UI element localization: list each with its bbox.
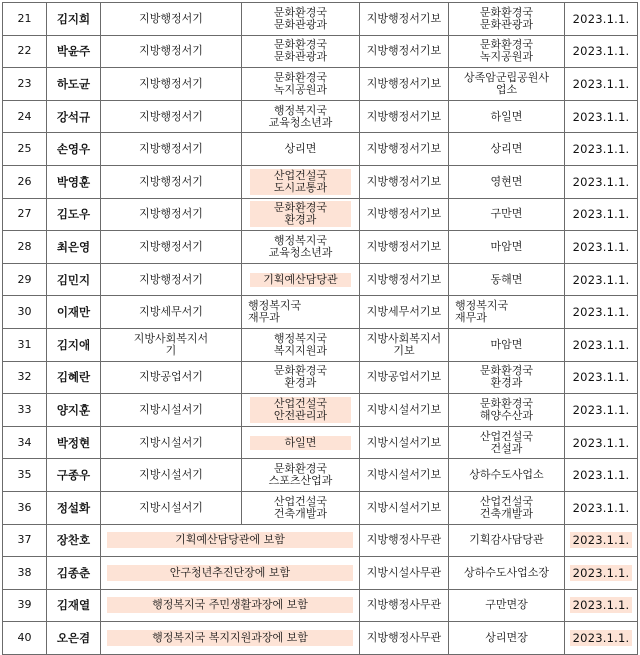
current-grade [101,100,242,133]
table-row [3,100,638,133]
effective-date: 2023.1.1. [565,459,638,492]
new-post-text: 마암면 [490,239,523,253]
current-post [242,394,360,427]
current-grade-text: 지방행정서기 [139,272,203,286]
current-post [242,361,360,394]
current-grade-text: 지방행정서기 [139,11,203,25]
current-post [242,296,360,329]
current-post [242,231,360,264]
current-grade [101,263,242,296]
person-name [47,589,101,622]
new-grade [360,394,449,427]
new-post-text: 상하수도사업소장 [463,565,549,579]
person-name-text: 김혜란 [56,370,91,385]
current-post-text: 하일면 [250,436,351,450]
table-row [3,557,638,590]
person-name [47,198,101,231]
current-grade-text: 지방공업서기 [139,370,203,384]
effective-date [565,524,638,557]
current-grade [101,328,242,361]
current-post [242,459,360,492]
row-number: 30 [3,296,47,329]
effective-date-text: 2023.1.1. [570,532,633,548]
person-name-text: 김민지 [56,272,91,287]
current-post-text: 문화환경국 환경과 [273,364,328,390]
person-name-text: 김종춘 [56,565,91,580]
new-post-text: 산업건설국 건축개발과 [479,494,534,520]
assignment-note-text: 행정복지국 주민생활과장에 보함 [107,597,353,613]
current-grade [101,296,242,329]
new-grade-text: 지방행정서기보 [366,239,442,253]
current-post [242,35,360,68]
table-row [3,133,638,166]
current-post [242,328,360,361]
new-post [449,557,565,590]
row-number: 25 [3,133,47,166]
table-row [3,622,638,655]
new-grade [360,491,449,524]
person-name-text: 장찬호 [56,533,91,548]
new-post-text: 구만면장 [485,598,528,612]
row-number: 26 [3,165,47,198]
person-name-text: 이재만 [56,305,91,320]
person-name-text: 양지훈 [56,402,91,417]
new-post-text: 구만면 [490,207,523,221]
new-post [449,231,565,264]
table-row [3,35,638,68]
table-row [3,361,638,394]
new-grade-text: 지방행정서기보 [366,207,442,221]
roster-body [3,3,638,655]
current-grade [101,361,242,394]
person-name [47,524,101,557]
effective-date: 2023.1.1. [565,296,638,329]
new-grade [360,426,449,459]
new-grade [360,133,449,166]
person-name [47,165,101,198]
new-grade-text: 지방행정사무관 [366,631,442,645]
current-post-text: 산업건설국 도시교통과 [250,169,351,195]
new-grade-text: 지방시설서기보 [366,500,442,514]
row-number: 32 [3,361,47,394]
person-name-text: 김지희 [56,11,91,26]
personnel-roster-table [2,2,638,655]
new-post [449,198,565,231]
current-post-text: 문화환경국 문화관광과 [273,38,328,64]
current-grade [101,133,242,166]
person-name [47,100,101,133]
table-row [3,198,638,231]
current-grade-text: 지방시설서기 [139,500,203,514]
new-grade-text: 지방시설서기보 [366,435,442,449]
current-grade-text: 지방행정서기 [139,76,203,90]
new-grade-text: 지방세무서기보 [366,305,442,319]
new-grade [360,3,449,36]
current-post-text: 행정복지국 교육청소년과 [268,233,333,259]
current-grade-text: 지방세무서기 [139,305,203,319]
current-grade-text: 지방시설서기 [139,402,203,416]
current-grade [101,426,242,459]
new-grade [360,459,449,492]
effective-date: 2023.1.1. [565,68,638,101]
effective-date: 2023.1.1. [565,263,638,296]
new-post [449,296,565,329]
new-post-text: 영현면 [490,174,523,188]
new-post [449,622,565,655]
person-name [47,622,101,655]
table-row [3,394,638,427]
current-post [242,263,360,296]
new-grade [360,68,449,101]
current-grade [101,459,242,492]
table-row [3,491,638,524]
new-post-text: 동해면 [490,272,523,286]
row-number: 21 [3,3,47,36]
current-post [242,133,360,166]
current-post-text: 상리면 [284,142,317,156]
current-grade [101,3,242,36]
person-name [47,263,101,296]
current-post-text: 행정복지국 복지지원과 [273,331,328,357]
person-name [47,394,101,427]
person-name [47,557,101,590]
new-post [449,459,565,492]
person-name-text: 구종우 [56,468,91,483]
new-grade-text: 지방행정사무관 [366,598,442,612]
current-post [242,426,360,459]
new-post-text: 문화환경국 녹지공원과 [479,38,534,64]
current-post-text: 행정복지국 재무과 [248,299,302,325]
table-row [3,296,638,329]
person-name-text: 오은겸 [56,631,91,646]
new-post [449,263,565,296]
effective-date-text: 2023.1.1. [570,597,633,613]
person-name [47,459,101,492]
new-post-text: 문화환경국 환경과 [479,364,534,390]
current-post-text: 문화환경국 녹지공원과 [273,70,328,96]
new-post-text: 산업건설국 건설과 [479,429,534,455]
new-post-text: 상하수도사업소 [469,468,544,482]
current-grade-text: 지방행정서기 [139,207,203,221]
new-post [449,589,565,622]
row-number: 22 [3,35,47,68]
new-post-text: 마암면 [490,337,523,351]
effective-date-text: 2023.1.1. [570,630,633,646]
person-name [47,361,101,394]
new-post-text: 문화환경국 해양수산과 [479,396,534,422]
new-grade-text: 지방행정사무관 [366,533,442,547]
current-grade-text: 지방행정서기 [139,174,203,188]
assignment-note-text: 기획예산담당관에 보함 [107,532,353,548]
new-grade [360,100,449,133]
new-post-text: 기획감사담당관 [469,533,544,547]
new-grade [360,165,449,198]
new-grade-text: 지방행정서기보 [366,76,442,90]
current-grade-text: 지방시설서기 [139,435,203,449]
effective-date: 2023.1.1. [565,361,638,394]
table-row [3,589,638,622]
new-grade [360,231,449,264]
current-grade [101,394,242,427]
new-grade [360,361,449,394]
new-grade [360,589,449,622]
current-grade-text: 지방행정서기 [139,142,203,156]
person-name [47,68,101,101]
effective-date: 2023.1.1. [565,231,638,264]
current-post-text: 문화환경국 환경과 [250,201,351,227]
new-grade-text: 지방행정서기보 [366,44,442,58]
row-number: 39 [3,589,47,622]
new-grade-text: 지방행정서기보 [366,109,442,123]
new-grade [360,557,449,590]
new-post [449,35,565,68]
person-name-text: 최은영 [56,239,91,254]
current-grade [101,231,242,264]
row-number: 29 [3,263,47,296]
new-grade [360,524,449,557]
current-post [242,198,360,231]
row-number: 40 [3,622,47,655]
new-grade-text: 지방사회복지서 기보 [366,331,442,357]
new-grade [360,263,449,296]
new-post-text: 행정복지국 재무과 [455,299,509,325]
person-name-text: 박정현 [56,435,91,450]
current-post-text: 문화환경국 문화관광과 [273,5,328,31]
current-grade [101,165,242,198]
person-name-text: 김지애 [56,337,91,352]
new-post-text: 상족암군립공원사 업소 [463,70,549,96]
effective-date [565,589,638,622]
effective-date: 2023.1.1. [565,491,638,524]
person-name-text: 박윤주 [56,44,91,59]
table-row [3,459,638,492]
new-grade-text: 지방시설서기보 [366,468,442,482]
new-grade [360,296,449,329]
current-grade-text: 지방행정서기 [139,109,203,123]
new-post [449,68,565,101]
person-name [47,3,101,36]
current-grade-text: 지방시설서기 [139,468,203,482]
effective-date-text: 2023.1.1. [570,565,633,581]
current-post [242,3,360,36]
person-name-text: 손영우 [56,142,91,157]
row-number: 28 [3,231,47,264]
table-row [3,328,638,361]
row-number: 36 [3,491,47,524]
new-post [449,100,565,133]
new-post [449,394,565,427]
new-grade-text: 지방행정서기보 [366,174,442,188]
current-grade [101,35,242,68]
new-grade [360,35,449,68]
current-grade-text: 지방행정서기 [139,239,203,253]
current-grade-text: 지방행정서기 [139,44,203,58]
current-post-text: 문화환경국 스포츠산업과 [268,462,333,488]
row-number: 34 [3,426,47,459]
new-grade-text: 지방행정서기보 [366,142,442,156]
current-post-text: 행정복지국 교육청소년과 [268,103,333,129]
current-post [242,100,360,133]
new-grade-text: 지방시설서기보 [366,402,442,416]
row-number: 38 [3,557,47,590]
new-post [449,133,565,166]
effective-date: 2023.1.1. [565,426,638,459]
person-name [47,35,101,68]
person-name [47,328,101,361]
table-row [3,68,638,101]
current-post-text: 산업건설국 건축개발과 [273,494,328,520]
current-post-text: 산업건설국 안전관리과 [250,397,351,423]
person-name [47,231,101,264]
assignment-note [101,589,360,622]
person-name [47,133,101,166]
new-post-text: 문화환경국 문화관광과 [479,5,534,31]
new-post [449,524,565,557]
current-grade [101,491,242,524]
new-post-text: 상리면 [490,142,523,156]
new-post [449,3,565,36]
row-number: 27 [3,198,47,231]
assignment-note-text: 행정복지국 복지지원과장에 보함 [107,630,353,646]
new-post [449,328,565,361]
new-grade [360,198,449,231]
table-row [3,426,638,459]
person-name-text: 김도우 [56,207,91,222]
new-grade [360,328,449,361]
person-name-text: 하도균 [56,76,91,91]
person-name [47,426,101,459]
effective-date: 2023.1.1. [565,133,638,166]
assignment-note [101,557,360,590]
new-grade-text: 지방시설사무관 [366,565,442,579]
effective-date: 2023.1.1. [565,35,638,68]
effective-date [565,557,638,590]
table-row [3,3,638,36]
row-number: 31 [3,328,47,361]
row-number: 37 [3,524,47,557]
new-grade [360,622,449,655]
new-post-text: 하일면 [490,109,523,123]
effective-date: 2023.1.1. [565,3,638,36]
assignment-note-text: 안구청년추진단장에 보함 [107,565,353,581]
new-post [449,361,565,394]
effective-date [565,622,638,655]
row-number: 24 [3,100,47,133]
new-post [449,426,565,459]
new-grade-text: 지방공업서기보 [366,370,442,384]
current-post-text: 기획예산담당관 [250,273,351,287]
assignment-note [101,524,360,557]
current-post [242,68,360,101]
person-name-text: 김재열 [56,598,91,613]
current-post [242,491,360,524]
new-post [449,165,565,198]
person-name-text: 정설화 [56,500,91,515]
row-number: 23 [3,68,47,101]
new-grade-text: 지방행정서기보 [366,272,442,286]
row-number: 33 [3,394,47,427]
person-name-text: 강석규 [56,109,91,124]
current-grade-text: 지방사회복지서 기 [133,331,209,357]
current-grade [101,68,242,101]
person-name [47,491,101,524]
effective-date: 2023.1.1. [565,394,638,427]
effective-date: 2023.1.1. [565,198,638,231]
new-grade-text: 지방행정서기보 [366,11,442,25]
person-name-text: 박영훈 [56,174,91,189]
effective-date: 2023.1.1. [565,165,638,198]
effective-date: 2023.1.1. [565,328,638,361]
assignment-note [101,622,360,655]
current-grade [101,198,242,231]
effective-date: 2023.1.1. [565,100,638,133]
new-post-text: 상리면장 [485,631,528,645]
table-row [3,524,638,557]
table-row [3,231,638,264]
row-number: 35 [3,459,47,492]
person-name [47,296,101,329]
new-post [449,491,565,524]
table-row [3,165,638,198]
table-row [3,263,638,296]
current-post [242,165,360,198]
